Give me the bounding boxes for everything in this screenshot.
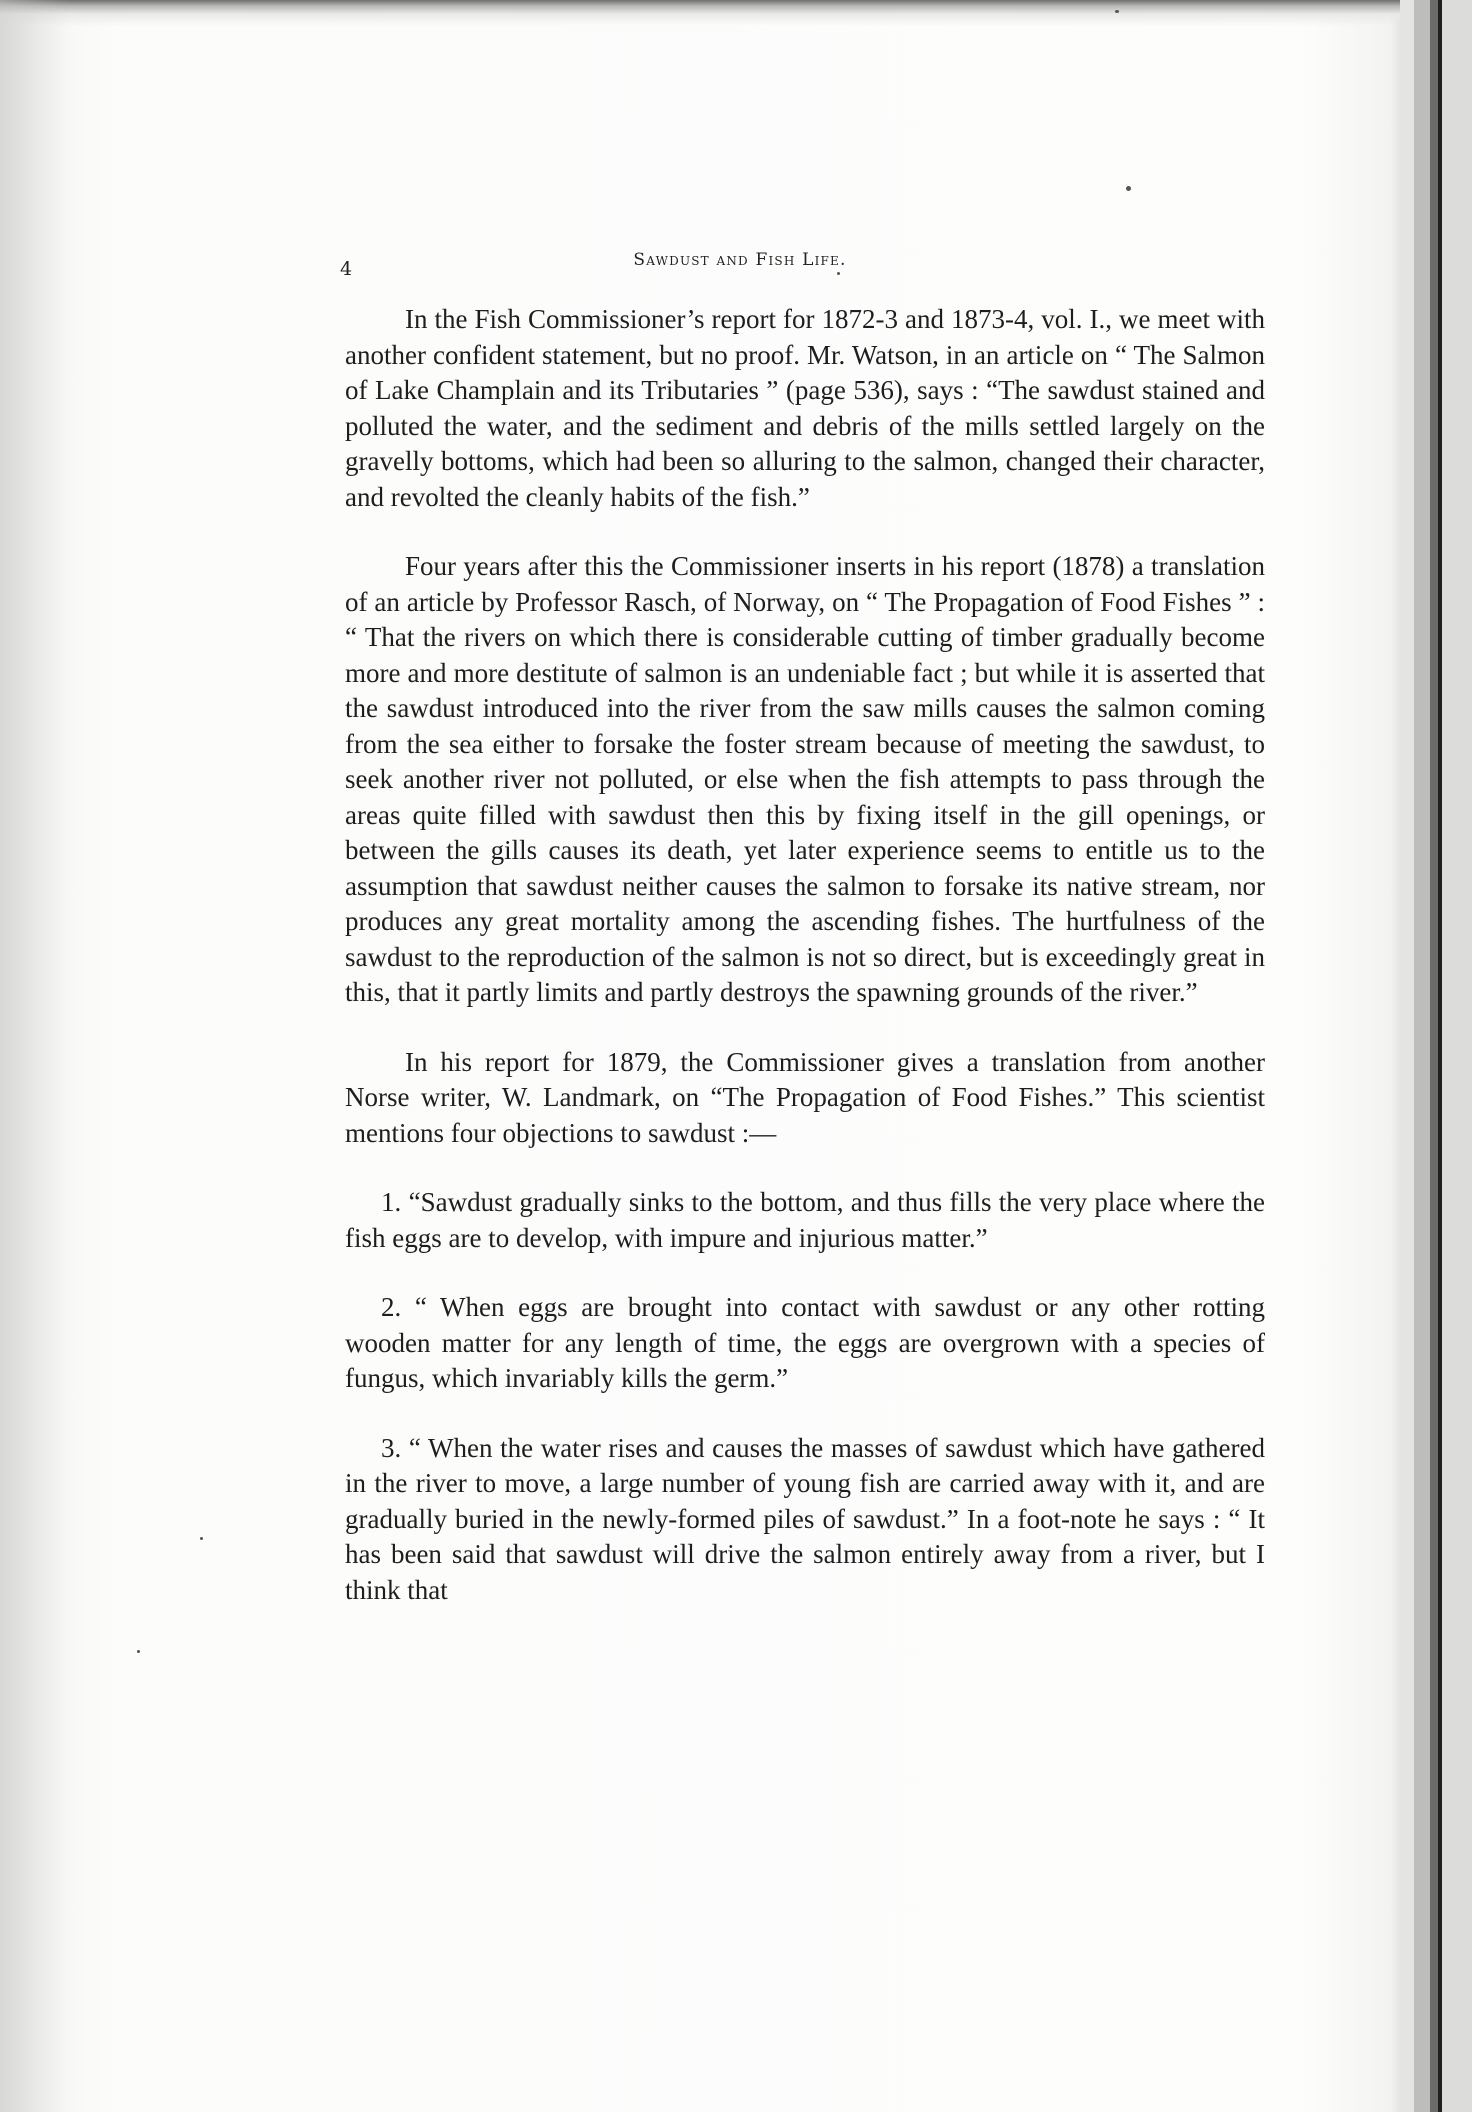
numbered-objection: 3. “ When the water rises and causes the masses of sawdust which have gathered in the river to move, a large number of young fish are carried away with it, and are gradually buried in the newly-formed piles of sawdust.” In a foot-note he says : “ It has been said that sawdust will drive the salmon entirely away from a river, but I think that	[345, 1432, 1265, 1605]
dust-speck	[1115, 10, 1119, 13]
paragraph: Four years after this the Commissioner inserts in his report (1878) a translation of an article by Professor Rasch, of Norway, on “ The Propagation of Food Fishes ” : “ That the rivers on which there is considerable cutting of timber gradually become more and more destitute of salmon is an undeniable fact ; but while it is asserted that the sawdust introduced into the river from the saw mills causes the salmon coming from the sea either to forsake the foster stream because of meeting the sawdust, to seek another river not polluted, or else when the fish attempts to pass through the areas quite filled with sawdust then this by fixing itself in the gill openings, or between the gills causes its death, yet later experience seems to entitle us to the assumption that sawdust neither causes the salmon to forsake its native stream, nor produces any great mortality among the ascending fishes. The hurtfulness of the sawdust to the reproduction of the salmon is not so direct, but is exceedingly great in this, that it partly limits and partly destroys the spawning grounds of the river.”	[345, 551, 1265, 1007]
paragraph: In the Fish Commissioner’s report for 1872-3 and 1873-4, vol. I., we meet with another confident statement, but no proof. Mr. Watson, in an article on “ The Salmon of Lake Champlain and its Tributaries ” (page 536), says : “The sawdust stained and polluted the water, and the sediment and debris of the mills settled largely on the gravelly bottoms, which had been so alluring to the salmon, changed their character, and revolted the cleanly habits of the fish.”	[345, 304, 1265, 512]
left-scan-shadow	[0, 0, 70, 2112]
top-scan-shadow	[0, 0, 1472, 26]
right-page-edge	[1400, 0, 1472, 2112]
body-text	[345, 302, 1265, 1642]
numbered-objection: 2. “ When eggs are brought into contact with sawdust or any other rotting wooden matter for any length of time, the eggs are overgrown with a species of fungus, which invariably kills the germ.”	[345, 1292, 1265, 1393]
numbered-objection: 1. “Sawdust gradually sinks to the bottom, and thus fills the very place where the fish eggs are to develop, with impure and injurious matter.”	[345, 1187, 1265, 1253]
running-head: Sawdust and Fish Life.	[633, 250, 847, 270]
paragraph: In his report for 1879, the Commissioner gives a translation from another Norse writer, W. Landmark, on “The Propagation of Food Fishes.” This scientist mentions four objections to sawdust :—	[345, 1046, 1265, 1148]
dust-speck	[137, 1650, 140, 1653]
dust-speck	[837, 272, 840, 275]
dust-speck	[1126, 186, 1131, 191]
page-number: 4	[340, 258, 353, 280]
dust-speck	[200, 1537, 203, 1540]
